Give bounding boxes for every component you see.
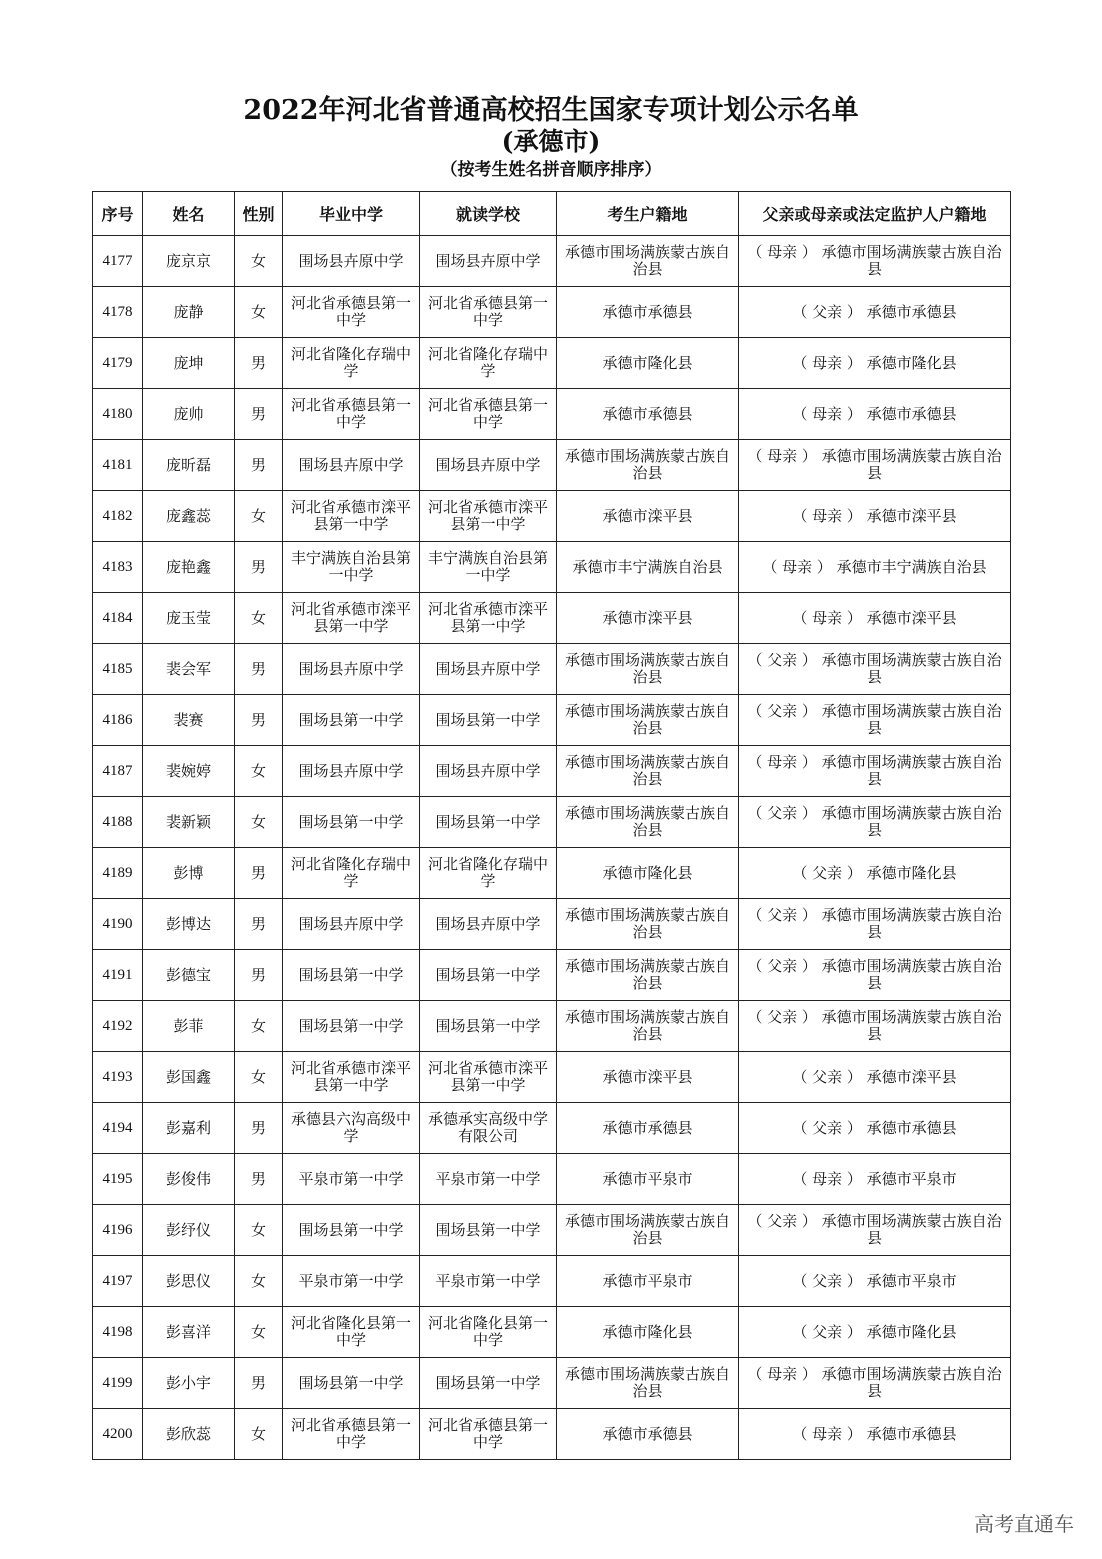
table-row bbox=[93, 1154, 1011, 1205]
gender-cell: 男 bbox=[235, 848, 283, 899]
table-row bbox=[93, 848, 1011, 899]
serial-cell: 4177 bbox=[93, 236, 143, 287]
name-cell: 彭嘉利 bbox=[143, 1103, 235, 1154]
graduation-school-cell: 围场县卉原中学 bbox=[283, 746, 420, 797]
current-school-cell: 围场县第一中学 bbox=[420, 695, 557, 746]
household-cell: 承德市围场满族蒙古族自治县 bbox=[557, 746, 739, 797]
serial-cell: 4180 bbox=[93, 389, 143, 440]
current-school-cell: 平泉市第一中学 bbox=[420, 1256, 557, 1307]
column-header: 姓名 bbox=[143, 192, 235, 236]
household-cell: 承德市围场满族蒙古族自治县 bbox=[557, 695, 739, 746]
name-cell: 彭小宇 bbox=[143, 1358, 235, 1409]
serial-cell: 4186 bbox=[93, 695, 143, 746]
graduation-school-cell: 承德县六沟高级中学 bbox=[283, 1103, 420, 1154]
gender-cell: 男 bbox=[235, 1358, 283, 1409]
guardian-household-cell: （ 母亲 ） 承德市丰宁满族自治县 bbox=[739, 542, 1011, 593]
household-cell: 承德市围场满族蒙古族自治县 bbox=[557, 1205, 739, 1256]
current-school-cell: 河北省承德市滦平县第一中学 bbox=[420, 1052, 557, 1103]
table-row bbox=[93, 593, 1011, 644]
household-cell: 承德市承德县 bbox=[557, 287, 739, 338]
gender-cell: 女 bbox=[235, 1307, 283, 1358]
table-row bbox=[93, 1307, 1011, 1358]
guardian-household-cell: （ 母亲 ） 承德市围场满族蒙古族自治县 bbox=[739, 440, 1011, 491]
current-school-cell: 围场县卉原中学 bbox=[420, 899, 557, 950]
graduation-school-cell: 河北省隆化存瑞中学 bbox=[283, 848, 420, 899]
graduation-school-cell: 丰宁满族自治县第一中学 bbox=[283, 542, 420, 593]
table-row bbox=[93, 644, 1011, 695]
current-school-cell: 围场县卉原中学 bbox=[420, 236, 557, 287]
household-cell: 承德市围场满族蒙古族自治县 bbox=[557, 1001, 739, 1052]
name-cell: 庞京京 bbox=[143, 236, 235, 287]
name-cell: 庞玉莹 bbox=[143, 593, 235, 644]
table-row bbox=[93, 797, 1011, 848]
guardian-household-cell: （ 母亲 ） 承德市承德县 bbox=[739, 389, 1011, 440]
serial-cell: 4194 bbox=[93, 1103, 143, 1154]
serial-cell: 4184 bbox=[93, 593, 143, 644]
household-cell: 承德市围场满族蒙古族自治县 bbox=[557, 236, 739, 287]
page-subtitle: (承德市) bbox=[501, 127, 601, 156]
serial-cell: 4188 bbox=[93, 797, 143, 848]
name-cell: 裴婉婷 bbox=[143, 746, 235, 797]
table-header-row bbox=[93, 192, 1011, 236]
table-row bbox=[93, 1409, 1011, 1460]
household-cell: 承德市围场满族蒙古族自治县 bbox=[557, 440, 739, 491]
graduation-school-cell: 河北省承德县第一中学 bbox=[283, 1409, 420, 1460]
sort-note: （按考生姓名拼音顺序排序） bbox=[440, 160, 662, 180]
serial-cell: 4185 bbox=[93, 644, 143, 695]
household-cell: 承德市平泉市 bbox=[557, 1256, 739, 1307]
name-cell: 彭国鑫 bbox=[143, 1052, 235, 1103]
serial-cell: 4191 bbox=[93, 950, 143, 1001]
name-cell: 庞坤 bbox=[143, 338, 235, 389]
graduation-school-cell: 河北省承德市滦平县第一中学 bbox=[283, 491, 420, 542]
watermark-text: 高考直通车 bbox=[974, 1512, 1074, 1536]
table-row bbox=[93, 440, 1011, 491]
table-row bbox=[93, 746, 1011, 797]
household-cell: 承德市围场满族蒙古族自治县 bbox=[557, 644, 739, 695]
current-school-cell: 河北省隆化县第一中学 bbox=[420, 1307, 557, 1358]
name-cell: 彭欣蕊 bbox=[143, 1409, 235, 1460]
graduation-school-cell: 围场县第一中学 bbox=[283, 695, 420, 746]
household-cell: 承德市丰宁满族自治县 bbox=[557, 542, 739, 593]
serial-cell: 4179 bbox=[93, 338, 143, 389]
guardian-household-cell: （ 父亲 ） 承德市围场满族蒙古族自治县 bbox=[739, 644, 1011, 695]
serial-cell: 4196 bbox=[93, 1205, 143, 1256]
column-header: 毕业中学 bbox=[283, 192, 420, 236]
graduation-school-cell: 围场县卉原中学 bbox=[283, 644, 420, 695]
graduation-school-cell: 河北省承德市滦平县第一中学 bbox=[283, 1052, 420, 1103]
page-title: 2022年河北省普通高校招生国家专项计划公示名单 bbox=[243, 95, 859, 126]
guardian-household-cell: （ 母亲 ） 承德市围场满族蒙古族自治县 bbox=[739, 236, 1011, 287]
table-row bbox=[93, 287, 1011, 338]
gender-cell: 男 bbox=[235, 338, 283, 389]
current-school-cell: 围场县卉原中学 bbox=[420, 746, 557, 797]
gender-cell: 女 bbox=[235, 1256, 283, 1307]
serial-cell: 4181 bbox=[93, 440, 143, 491]
current-school-cell: 河北省承德县第一中学 bbox=[420, 287, 557, 338]
gender-cell: 女 bbox=[235, 746, 283, 797]
gender-cell: 女 bbox=[235, 797, 283, 848]
graduation-school-cell: 河北省隆化存瑞中学 bbox=[283, 338, 420, 389]
guardian-household-cell: （ 父亲 ） 承德市围场满族蒙古族自治县 bbox=[739, 899, 1011, 950]
current-school-cell: 河北省承德县第一中学 bbox=[420, 389, 557, 440]
table-row bbox=[93, 1205, 1011, 1256]
graduation-school-cell: 平泉市第一中学 bbox=[283, 1154, 420, 1205]
column-header: 考生户籍地 bbox=[557, 192, 739, 236]
gender-cell: 男 bbox=[235, 644, 283, 695]
household-cell: 承德市围场满族蒙古族自治县 bbox=[557, 899, 739, 950]
guardian-household-cell: （ 父亲 ） 承德市围场满族蒙古族自治县 bbox=[739, 1205, 1011, 1256]
serial-cell: 4192 bbox=[93, 1001, 143, 1052]
gender-cell: 女 bbox=[235, 1052, 283, 1103]
serial-cell: 4195 bbox=[93, 1154, 143, 1205]
gender-cell: 男 bbox=[235, 389, 283, 440]
guardian-household-cell: （ 父亲 ） 承德市隆化县 bbox=[739, 848, 1011, 899]
current-school-cell: 承德承实高级中学有限公司 bbox=[420, 1103, 557, 1154]
guardian-household-cell: （ 父亲 ） 承德市围场满族蒙古族自治县 bbox=[739, 797, 1011, 848]
graduation-school-cell: 围场县卉原中学 bbox=[283, 236, 420, 287]
household-cell: 承德市围场满族蒙古族自治县 bbox=[557, 1358, 739, 1409]
name-cell: 彭纾仪 bbox=[143, 1205, 235, 1256]
graduation-school-cell: 围场县第一中学 bbox=[283, 1001, 420, 1052]
gender-cell: 女 bbox=[235, 491, 283, 542]
name-cell: 彭博达 bbox=[143, 899, 235, 950]
graduation-school-cell: 河北省隆化县第一中学 bbox=[283, 1307, 420, 1358]
current-school-cell: 围场县第一中学 bbox=[420, 950, 557, 1001]
table-row bbox=[93, 950, 1011, 1001]
name-cell: 彭博 bbox=[143, 848, 235, 899]
serial-cell: 4198 bbox=[93, 1307, 143, 1358]
household-cell: 承德市平泉市 bbox=[557, 1154, 739, 1205]
guardian-household-cell: （ 母亲 ） 承德市围场满族蒙古族自治县 bbox=[739, 1358, 1011, 1409]
guardian-household-cell: （ 母亲 ） 承德市滦平县 bbox=[739, 593, 1011, 644]
serial-cell: 4197 bbox=[93, 1256, 143, 1307]
table-row bbox=[93, 389, 1011, 440]
current-school-cell: 河北省承德市滦平县第一中学 bbox=[420, 593, 557, 644]
graduation-school-cell: 河北省承德县第一中学 bbox=[283, 287, 420, 338]
household-cell: 承德市隆化县 bbox=[557, 338, 739, 389]
current-school-cell: 围场县卉原中学 bbox=[420, 644, 557, 695]
graduation-school-cell: 围场县第一中学 bbox=[283, 1358, 420, 1409]
graduation-school-cell: 河北省承德市滦平县第一中学 bbox=[283, 593, 420, 644]
guardian-household-cell: （ 母亲 ） 承德市围场满族蒙古族自治县 bbox=[739, 746, 1011, 797]
name-cell: 庞昕磊 bbox=[143, 440, 235, 491]
gender-cell: 男 bbox=[235, 695, 283, 746]
roster-table bbox=[92, 191, 1011, 1460]
name-cell: 裴新颖 bbox=[143, 797, 235, 848]
guardian-household-cell: （ 父亲 ） 承德市承德县 bbox=[739, 1103, 1011, 1154]
gender-cell: 男 bbox=[235, 440, 283, 491]
table-row bbox=[93, 899, 1011, 950]
name-cell: 裴会军 bbox=[143, 644, 235, 695]
serial-cell: 4199 bbox=[93, 1358, 143, 1409]
table-row bbox=[93, 1001, 1011, 1052]
guardian-household-cell: （ 父亲 ） 承德市隆化县 bbox=[739, 1307, 1011, 1358]
table-row bbox=[93, 236, 1011, 287]
current-school-cell: 围场县第一中学 bbox=[420, 797, 557, 848]
guardian-household-cell: （ 父亲 ） 承德市围场满族蒙古族自治县 bbox=[739, 950, 1011, 1001]
guardian-household-cell: （ 母亲 ） 承德市平泉市 bbox=[739, 1154, 1011, 1205]
household-cell: 承德市承德县 bbox=[557, 1409, 739, 1460]
table-row bbox=[93, 695, 1011, 746]
household-cell: 承德市滦平县 bbox=[557, 491, 739, 542]
name-cell: 彭俊伟 bbox=[143, 1154, 235, 1205]
gender-cell: 女 bbox=[235, 593, 283, 644]
current-school-cell: 河北省承德市滦平县第一中学 bbox=[420, 491, 557, 542]
name-cell: 彭思仪 bbox=[143, 1256, 235, 1307]
column-header: 序号 bbox=[93, 192, 143, 236]
table-row bbox=[93, 542, 1011, 593]
name-cell: 庞鑫蕊 bbox=[143, 491, 235, 542]
serial-cell: 4178 bbox=[93, 287, 143, 338]
name-cell: 庞静 bbox=[143, 287, 235, 338]
gender-cell: 女 bbox=[235, 287, 283, 338]
household-cell: 承德市隆化县 bbox=[557, 848, 739, 899]
name-cell: 裴赛 bbox=[143, 695, 235, 746]
current-school-cell: 围场县第一中学 bbox=[420, 1205, 557, 1256]
graduation-school-cell: 河北省承德县第一中学 bbox=[283, 389, 420, 440]
table-row bbox=[93, 338, 1011, 389]
gender-cell: 女 bbox=[235, 236, 283, 287]
table-row bbox=[93, 1052, 1011, 1103]
serial-cell: 4189 bbox=[93, 848, 143, 899]
gender-cell: 男 bbox=[235, 899, 283, 950]
graduation-school-cell: 围场县第一中学 bbox=[283, 950, 420, 1001]
graduation-school-cell: 围场县卉原中学 bbox=[283, 440, 420, 491]
guardian-household-cell: （ 母亲 ） 承德市隆化县 bbox=[739, 338, 1011, 389]
household-cell: 承德市滦平县 bbox=[557, 593, 739, 644]
gender-cell: 男 bbox=[235, 1103, 283, 1154]
gender-cell: 女 bbox=[235, 1001, 283, 1052]
table-row bbox=[93, 1256, 1011, 1307]
household-cell: 承德市围场满族蒙古族自治县 bbox=[557, 797, 739, 848]
guardian-household-cell: （ 母亲 ） 承德市滦平县 bbox=[739, 491, 1011, 542]
current-school-cell: 河北省隆化存瑞中学 bbox=[420, 848, 557, 899]
gender-cell: 女 bbox=[235, 1205, 283, 1256]
table-body bbox=[93, 236, 1011, 1460]
guardian-household-cell: （ 父亲 ） 承德市围场满族蒙古族自治县 bbox=[739, 695, 1011, 746]
graduation-school-cell: 围场县卉原中学 bbox=[283, 899, 420, 950]
name-cell: 彭菲 bbox=[143, 1001, 235, 1052]
serial-cell: 4193 bbox=[93, 1052, 143, 1103]
household-cell: 承德市承德县 bbox=[557, 389, 739, 440]
current-school-cell: 河北省承德县第一中学 bbox=[420, 1409, 557, 1460]
table-row bbox=[93, 1358, 1011, 1409]
current-school-cell: 平泉市第一中学 bbox=[420, 1154, 557, 1205]
column-header: 父亲或母亲或法定监护人户籍地 bbox=[739, 192, 1011, 236]
column-header: 就读学校 bbox=[420, 192, 557, 236]
gender-cell: 男 bbox=[235, 542, 283, 593]
column-header: 性别 bbox=[235, 192, 283, 236]
current-school-cell: 丰宁满族自治县第一中学 bbox=[420, 542, 557, 593]
household-cell: 承德市围场满族蒙古族自治县 bbox=[557, 950, 739, 1001]
gender-cell: 女 bbox=[235, 1409, 283, 1460]
guardian-household-cell: （ 母亲 ） 承德市承德县 bbox=[739, 1409, 1011, 1460]
serial-cell: 4190 bbox=[93, 899, 143, 950]
guardian-household-cell: （ 父亲 ） 承德市平泉市 bbox=[739, 1256, 1011, 1307]
graduation-school-cell: 围场县第一中学 bbox=[283, 1205, 420, 1256]
name-cell: 彭喜洋 bbox=[143, 1307, 235, 1358]
current-school-cell: 围场县第一中学 bbox=[420, 1001, 557, 1052]
gender-cell: 男 bbox=[235, 950, 283, 1001]
graduation-school-cell: 平泉市第一中学 bbox=[283, 1256, 420, 1307]
serial-cell: 4200 bbox=[93, 1409, 143, 1460]
table-row bbox=[93, 491, 1011, 542]
name-cell: 庞艳鑫 bbox=[143, 542, 235, 593]
graduation-school-cell: 围场县第一中学 bbox=[283, 797, 420, 848]
household-cell: 承德市承德县 bbox=[557, 1103, 739, 1154]
household-cell: 承德市滦平县 bbox=[557, 1052, 739, 1103]
name-cell: 庞帅 bbox=[143, 389, 235, 440]
household-cell: 承德市隆化县 bbox=[557, 1307, 739, 1358]
current-school-cell: 河北省隆化存瑞中学 bbox=[420, 338, 557, 389]
name-cell: 彭德宝 bbox=[143, 950, 235, 1001]
current-school-cell: 围场县第一中学 bbox=[420, 1358, 557, 1409]
guardian-household-cell: （ 父亲 ） 承德市滦平县 bbox=[739, 1052, 1011, 1103]
guardian-household-cell: （ 父亲 ） 承德市承德县 bbox=[739, 287, 1011, 338]
serial-cell: 4187 bbox=[93, 746, 143, 797]
gender-cell: 男 bbox=[235, 1154, 283, 1205]
current-school-cell: 围场县卉原中学 bbox=[420, 440, 557, 491]
table-row bbox=[93, 1103, 1011, 1154]
serial-cell: 4183 bbox=[93, 542, 143, 593]
serial-cell: 4182 bbox=[93, 491, 143, 542]
guardian-household-cell: （ 父亲 ） 承德市围场满族蒙古族自治县 bbox=[739, 1001, 1011, 1052]
